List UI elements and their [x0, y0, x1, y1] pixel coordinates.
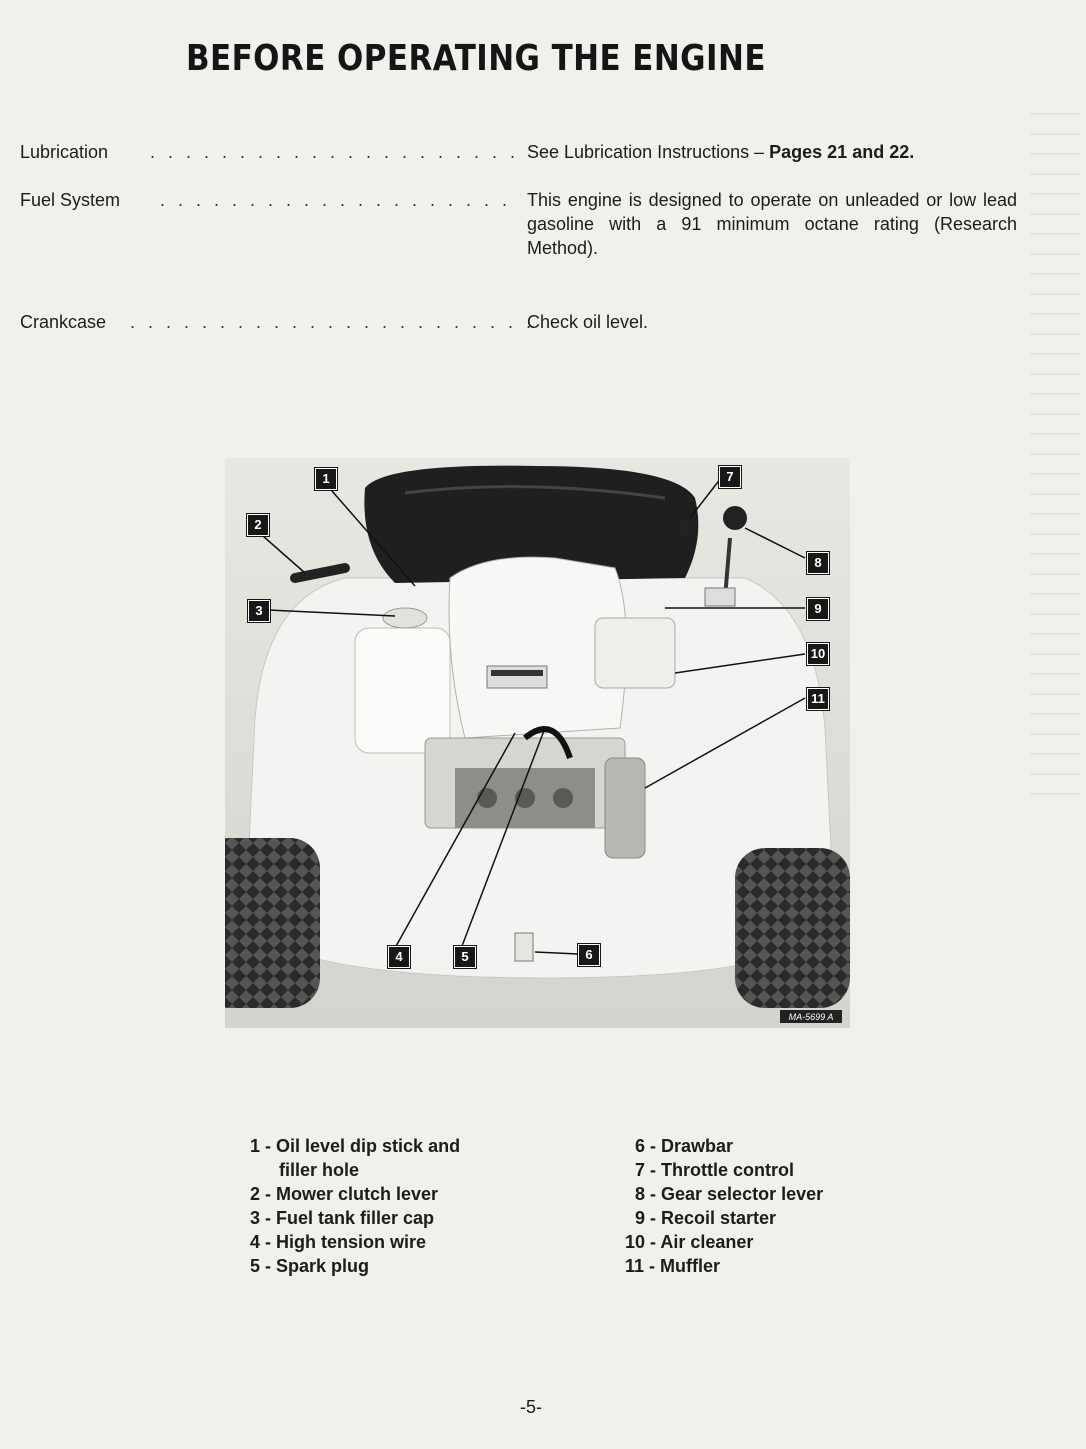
legend-item: 2 - Mower clutch lever: [250, 1184, 439, 1204]
page-title: BEFORE OPERATING THE ENGINE: [186, 38, 766, 79]
callout-1: 1: [315, 468, 337, 490]
leader-dots: . . . . . . . . . . . . . . . . . . . . .: [150, 142, 520, 162]
checklist-value: Check oil level.: [527, 312, 649, 332]
callout-2: 2: [247, 514, 269, 536]
legend-item: 7 - Throttle control: [635, 1160, 794, 1180]
legend-left: [250, 1134, 460, 1278]
legend-item: 10 - Air cleaner: [625, 1232, 754, 1252]
mower-engine-photo: [225, 458, 850, 1028]
legend-item: filler hole: [279, 1160, 360, 1180]
legend-item: 3 - Fuel tank filler cap: [250, 1208, 435, 1228]
callout-6: 6: [578, 944, 600, 966]
legend-item: 8 - Gear selector lever: [635, 1184, 824, 1204]
page-reference: Pages 21 and 22.: [769, 142, 915, 162]
bleed-through-right: [1030, 95, 1080, 795]
checklist-value: See Lubrication Instructions – Pages 21 and 22.: [527, 142, 915, 162]
legend-right: [625, 1134, 824, 1278]
legend-item: 4 - High tension wire: [250, 1232, 427, 1252]
legend-item: 6 - Drawbar: [635, 1136, 734, 1156]
checklist-label: Fuel System: [20, 190, 121, 210]
leader-dots: . . . . . . . . . . . . . . . . . . . . . . .: [130, 312, 536, 332]
legend-item: 11 - Muffler: [625, 1256, 721, 1276]
callout-7: 7: [719, 466, 741, 488]
callout-11: 11: [807, 688, 829, 710]
callout-9: 9: [807, 598, 829, 620]
checklist-label: Lubrication: [20, 142, 109, 162]
callout-4: 4: [388, 946, 410, 968]
legend-item: 5 - Spark plug: [250, 1256, 370, 1276]
callout-8: 8: [807, 552, 829, 574]
page-number: -5-: [520, 1397, 542, 1417]
mower-engine-illustration: [225, 458, 850, 1028]
callout-10: 10: [807, 643, 829, 665]
legend-item: 9 - Recoil starter: [635, 1208, 777, 1228]
legend-item: 1 - Oil level dip stick and: [250, 1136, 461, 1156]
figure-code: MA-5699 A: [788, 1012, 834, 1022]
checklist-label: Crankcase: [20, 312, 107, 332]
checklist-value: This engine is designed to operate on unleaded or low lead gasoline with a 91 minimum octane rating (Research Method).: [527, 190, 1017, 258]
callout-5: 5: [454, 946, 476, 968]
callout-3: 3: [248, 600, 270, 622]
leader-dots: . . . . . . . . . . . . . . . . . . . .: [160, 190, 512, 210]
